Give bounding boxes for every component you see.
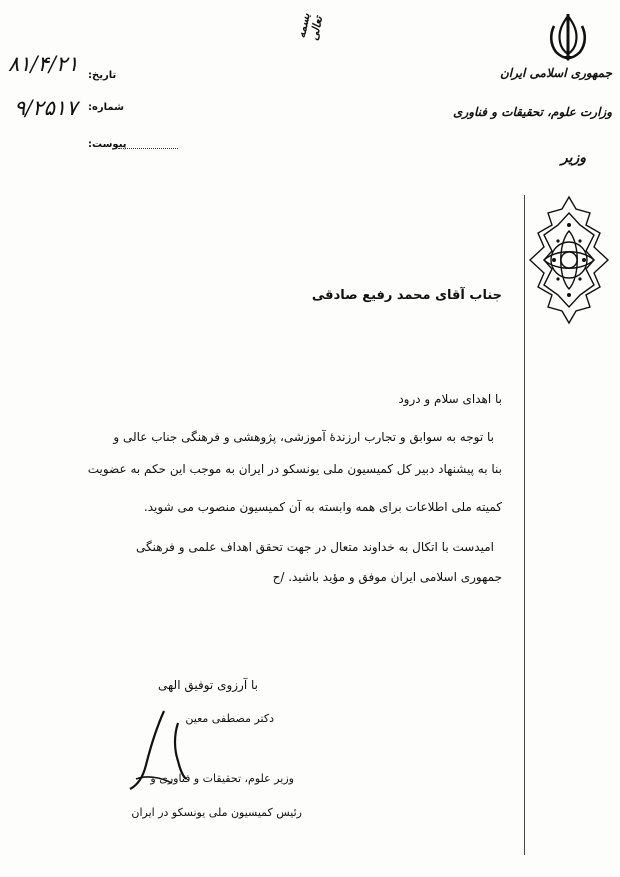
signatory-name: دکتر مصطفی معین <box>185 712 274 725</box>
body-line-5: جمهوری اسلامی ایران موفق و مؤید باشید. /ح <box>272 570 502 584</box>
country-name: جمهوری اسلامی ایران <box>499 66 612 80</box>
body-line-1: با توجه به سوابق و تجارب ارزندهٔ آموزشی، پژوهشی و فرهنگی جناب عالی و <box>113 430 494 444</box>
attachment-label: پیوست: <box>88 139 127 150</box>
number-label: شماره: <box>88 102 124 113</box>
ministry-name: وزارت علوم، تحقیقات و فناوری <box>453 105 612 119</box>
signatory-title-1: وزیر علوم، تحقیقات و فناوری و <box>150 772 294 785</box>
number-value: ۹/۲۵۱۷ <box>14 96 78 120</box>
addressee: جناب آقای محمد رفیع صادقی <box>311 288 502 303</box>
closing-wish: با آرزوی توفیق الهی <box>158 678 258 692</box>
body-line-3: کمیته ملی اطلاعات برای همه وابسته به آن کمیسیون منصوب می شوید. <box>143 500 502 514</box>
signatory-title-2: رئیس کمیسیون ملی یونسکو در ایران <box>131 806 302 819</box>
body-line-4: امیدست با اتکال به خداوند متعال در جهت تحقق اهداف علمی و فرهنگی <box>135 540 494 554</box>
iran-emblem-icon <box>546 12 590 62</box>
salutation: با اهدای سلام و درود <box>398 392 502 406</box>
invocation-text: بسمه تعالی <box>294 12 326 42</box>
office-title: وزیر <box>560 150 586 166</box>
body-line-2: بنا به پیشنهاد دبیر کل کمیسیون ملی یونسکو در ایران به موجب این حکم به عضویت <box>87 462 502 476</box>
ornament-icon <box>528 195 610 325</box>
date-value: ۸۱/۴/۲۱ <box>8 52 79 76</box>
margin-divider <box>524 195 525 855</box>
attachment-line <box>118 148 178 149</box>
date-label: تاریخ: <box>88 70 117 81</box>
